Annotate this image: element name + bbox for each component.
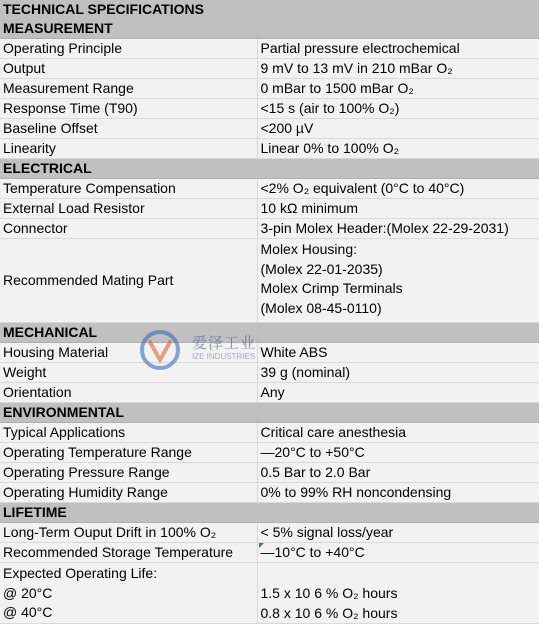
row-label: Operating Pressure Range: [0, 463, 257, 483]
table-row: [0, 543, 539, 563]
row-value: White ABS: [257, 343, 539, 363]
label-line: @ 40°C: [3, 603, 257, 623]
value-line: 1.5 x 10 6 % O₂ hours: [261, 584, 539, 604]
section-heading: MEASUREMENT: [0, 19, 539, 39]
value-line: (Molex 08-45-0110): [261, 299, 539, 319]
section-heading: ENVIRONMENTAL: [0, 403, 539, 423]
row-value: —20°C to +50°C: [257, 443, 539, 463]
table-row: [0, 99, 539, 119]
table-row: [0, 383, 539, 403]
table-row: [0, 463, 539, 483]
table-title: TECHNICAL SPECIFICATIONS: [0, 0, 539, 19]
row-value: 39 g (nominal): [257, 363, 539, 383]
ize-logo-icon: [140, 330, 180, 370]
label-line: Expected Operating Life:: [3, 564, 257, 584]
section-header-electrical: [0, 159, 539, 179]
table-row: [0, 219, 539, 239]
row-label: Housing Material: [0, 343, 257, 363]
row-label: Operating Humidity Range: [0, 483, 257, 503]
value-line: Molex Crimp Terminals: [261, 279, 539, 299]
row-value: 9 mV to 13 mV in 210 mBar O₂: [257, 59, 539, 79]
watermark-text-cn: 爱泽工业: [192, 332, 256, 353]
table-row: [0, 179, 539, 199]
table-row: [0, 119, 539, 139]
value-line: (Molex 22-01-2035): [261, 260, 539, 280]
table-row: [0, 79, 539, 99]
section-header-lifetime: [0, 503, 539, 523]
row-label: Connector: [0, 219, 257, 239]
row-value: <15 s (air to 100% O₂): [257, 99, 539, 119]
row-label: Operating Principle: [0, 39, 257, 59]
row-label: Response Time (T90): [0, 99, 257, 119]
table-row: [0, 523, 539, 543]
table-row: [0, 443, 539, 463]
row-value: 3-pin Molex Header:(Molex 22-29-2031): [257, 219, 539, 239]
table-row-mating-part: [0, 239, 539, 323]
watermark-text-en: IZE INDUSTRIES: [192, 352, 255, 361]
row-value: 0.5 Bar to 2.0 Bar: [257, 463, 539, 483]
row-label: Recommended Mating Part: [0, 239, 257, 323]
row-value: Linear 0% to 100% O₂: [257, 139, 539, 159]
row-label: Linearity: [0, 139, 257, 159]
watermark: [140, 330, 270, 370]
row-label: External Load Resistor: [0, 199, 257, 219]
row-value: Critical care anesthesia: [257, 423, 539, 443]
value-line: 0.8 x 10 6 % O₂ hours: [261, 604, 539, 624]
row-label: Typical Applications: [0, 423, 257, 443]
row-label: Measurement Range: [0, 79, 257, 99]
row-value: <2% O₂ equivalent (0°C to 40°C): [257, 179, 539, 199]
row-value: < 5% signal loss/year: [257, 523, 539, 543]
row-value-multiline: [257, 239, 539, 323]
row-value: <200 µV: [257, 119, 539, 139]
table-row: [0, 199, 539, 219]
table-row-operating-life: [0, 563, 539, 624]
table-row: [0, 39, 539, 59]
table-row: [0, 139, 539, 159]
row-value: 0% to 99% RH noncondensing: [257, 483, 539, 503]
row-label: Orientation: [0, 383, 257, 403]
table-row: [0, 59, 539, 79]
cell-comment-marker: [259, 543, 264, 548]
row-label: Temperature Compensation: [0, 179, 257, 199]
row-label: Output: [0, 59, 257, 79]
section-heading: ELECTRICAL: [0, 159, 539, 179]
row-value: Any: [257, 383, 539, 403]
table-row: [0, 423, 539, 443]
row-label: Recommended Storage Temperature: [0, 543, 257, 563]
section-header-environmental: [0, 403, 539, 423]
title-row: [0, 0, 539, 19]
row-value: 10 kΩ minimum: [257, 199, 539, 219]
row-label-multiline: [0, 563, 257, 624]
section-heading: LIFETIME: [0, 503, 539, 523]
row-value: 0 mBar to 1500 mBar O₂: [257, 79, 539, 99]
section-heading: MECHANICAL: [0, 323, 539, 343]
row-label: Operating Temperature Range: [0, 443, 257, 463]
row-value-multiline: [257, 563, 539, 624]
row-label: Long-Term Ouput Drift in 100% O₂: [0, 523, 257, 543]
value-line: Molex Housing:: [261, 240, 539, 260]
row-value: —10°C to +40°C: [257, 543, 539, 563]
row-label: Baseline Offset: [0, 119, 257, 139]
table-row: [0, 483, 539, 503]
row-label: Weight: [0, 363, 257, 383]
section-header-measurement: [0, 19, 539, 39]
row-value: Partial pressure electrochemical: [257, 39, 539, 59]
label-line: @ 20°C: [3, 584, 257, 604]
